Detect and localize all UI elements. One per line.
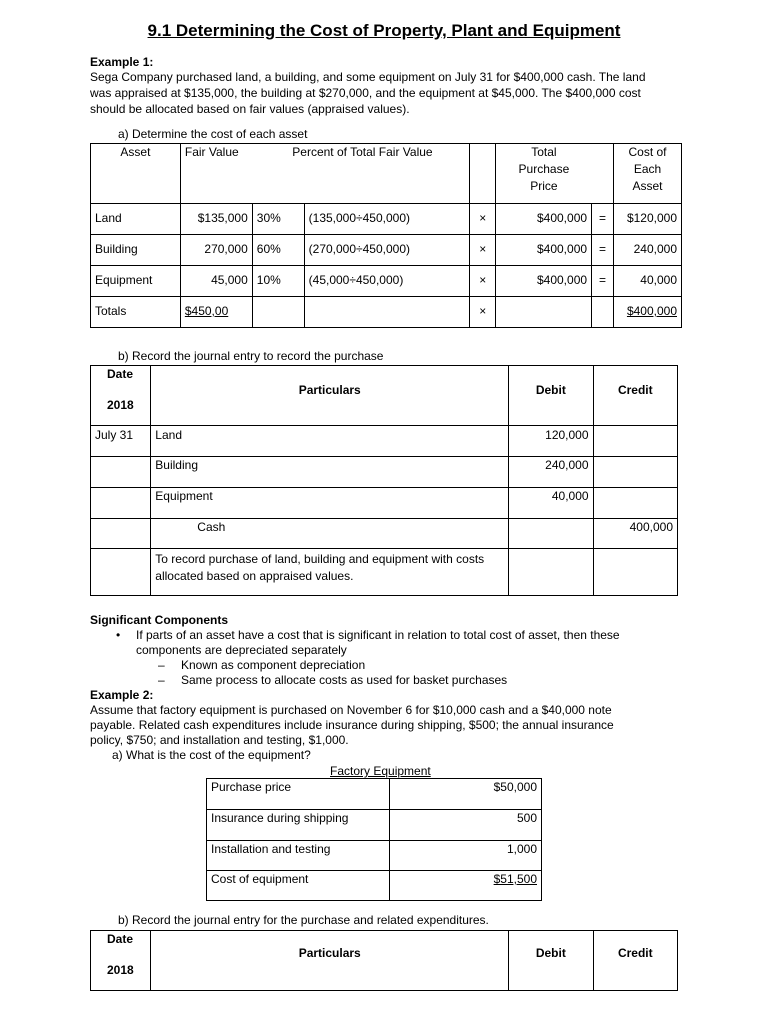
journal2-debit-header: Debit bbox=[509, 931, 593, 991]
example2-text-1: Assume that factory equipment is purchased on November 6 for $10,000 cash and a $40,000 note bbox=[90, 703, 612, 717]
journal2-particulars-header: Particulars bbox=[151, 931, 509, 991]
table-row: Equipment 40,000 bbox=[91, 488, 678, 519]
example1-heading: Example 1: bbox=[90, 55, 154, 69]
example2-text-3: policy, $750; and installation and testing, $1,000. bbox=[90, 733, 349, 747]
header-percent: Percent of Total Fair Value bbox=[252, 144, 470, 204]
example2-part-b: b) Record the journal entry for the purchase and related expenditures. bbox=[118, 913, 489, 927]
significant-heading: Significant Components bbox=[90, 613, 228, 627]
example2-part-a: a) What is the cost of the equipment? bbox=[112, 748, 311, 762]
table-row: Building 270,000 60% (270,000÷450,000) × $400,000 = 240,000 bbox=[91, 235, 682, 266]
table-row: Insurance during shipping 500 bbox=[207, 810, 542, 841]
table-row: Installation and testing 1,000 bbox=[207, 841, 542, 871]
journal1-debit-header: Debit bbox=[509, 366, 593, 426]
dash-icon: – bbox=[158, 658, 165, 672]
example1-text-3: should be allocated based on fair values (appraised values). bbox=[90, 102, 410, 116]
table-row: Land $135,000 30% (135,000÷450,000) × $400,000 = $120,000 bbox=[91, 204, 682, 235]
example2-heading: Example 2: bbox=[90, 688, 154, 702]
bullet-icon: • bbox=[116, 628, 121, 642]
significant-dash-1: Known as component depreciation bbox=[181, 658, 366, 672]
table-row-totals: Totals $450,00 × $400,000 bbox=[91, 297, 682, 328]
table-row: Cash 400,000 bbox=[91, 519, 678, 549]
dash-icon: – bbox=[158, 673, 165, 687]
page-title: 9.1 Determining the Cost of Property, Plant and Equipment bbox=[147, 21, 621, 40]
header-cost-each: Cost of Each Asset bbox=[614, 144, 682, 204]
significant-bullet-2: components are depreciated separately bbox=[136, 643, 347, 657]
journal2-credit-header: Credit bbox=[593, 931, 677, 991]
example1-part-a: a) Determine the cost of each asset bbox=[118, 127, 308, 141]
table-row-total: Cost of equipment $51,500 bbox=[207, 871, 542, 901]
allocation-table bbox=[90, 143, 682, 328]
example1-text-1: Sega Company purchased land, a building, and some equipment on July 31 for $400,000 cash. The land bbox=[90, 70, 646, 84]
journal1-credit-header: Credit bbox=[593, 366, 677, 426]
journal1-date-header: Date 2018 bbox=[91, 366, 151, 426]
journal-table-2 bbox=[90, 930, 678, 991]
table-row: Building 240,000 bbox=[91, 457, 678, 488]
example2-text-2: payable. Related cash expenditures include insurance during shipping, $500; the annual insurance bbox=[90, 718, 614, 732]
table-row: July 31 Land 120,000 bbox=[91, 426, 678, 457]
factory-equipment-table bbox=[206, 778, 542, 901]
journal2-date-header: Date 2018 bbox=[91, 931, 151, 991]
journal1-particulars-header: Particulars bbox=[151, 366, 509, 426]
significant-bullet-1: If parts of an asset have a cost that is significant in relation to total cost of asset, then these bbox=[136, 628, 620, 642]
table-row: Equipment 45,000 10% (45,000÷450,000) × $400,000 = 40,000 bbox=[91, 266, 682, 297]
example1-text-2: was appraised at $135,000, the building at $270,000, and the equipment at $45,000. The $400,000 cost bbox=[90, 86, 641, 100]
journal-table-1 bbox=[90, 365, 678, 596]
factory-equipment-title: Factory Equipment bbox=[330, 764, 431, 778]
significant-dash-2: Same process to allocate costs as used for basket purchases bbox=[181, 673, 508, 687]
header-asset: Asset bbox=[91, 144, 181, 204]
table-row-memo: To record purchase of land, building and equipment with costs allocated based on appraised values. bbox=[91, 549, 678, 596]
header-fair-value: Fair Value bbox=[180, 144, 252, 204]
table-row: Purchase price $50,000 bbox=[207, 779, 542, 810]
header-total-price: Total Purchase Price bbox=[496, 144, 592, 204]
example1-part-b: b) Record the journal entry to record the purchase bbox=[118, 349, 384, 363]
